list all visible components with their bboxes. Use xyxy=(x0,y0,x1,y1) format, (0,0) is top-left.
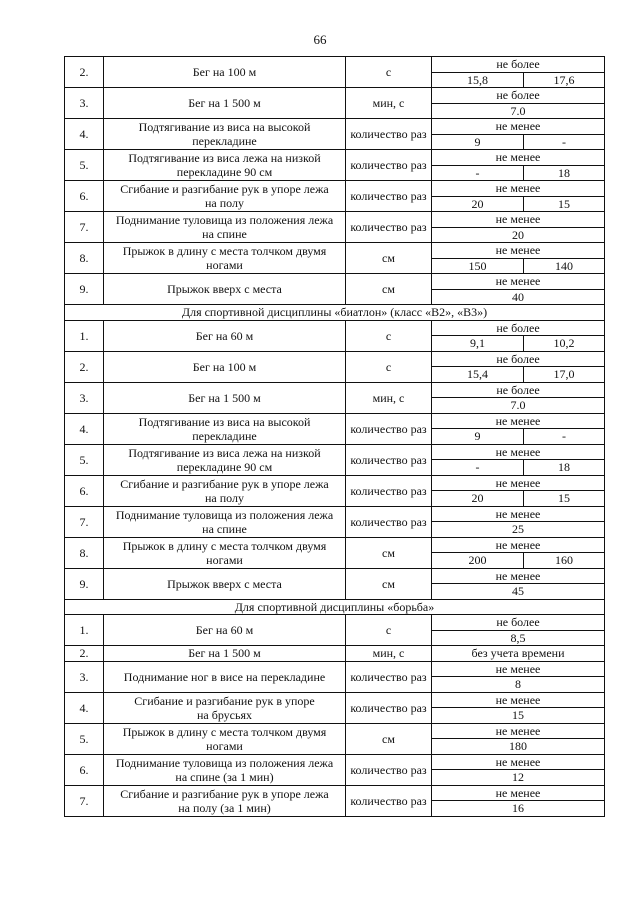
row-number: 7. xyxy=(65,506,104,537)
exercise-line: на спине (за 1 мин) xyxy=(175,769,274,784)
exercise-name xyxy=(104,413,346,444)
value-girls: 18 xyxy=(524,165,605,181)
unit-cell: см xyxy=(346,568,432,599)
value-all: 25 xyxy=(432,522,605,538)
unit-cell: с xyxy=(346,320,432,351)
table-row xyxy=(65,568,605,584)
exercise-name xyxy=(104,785,346,816)
table-row xyxy=(65,274,605,290)
exercise-line: перекладине 90 см xyxy=(176,459,273,474)
row-number: 2. xyxy=(65,351,104,382)
row-number: 4. xyxy=(65,692,104,723)
exercise-name xyxy=(104,444,346,475)
unit-cell: количество раз xyxy=(346,181,432,212)
condition-label: не более xyxy=(432,351,605,367)
row-number: 9. xyxy=(65,274,104,305)
unit-cell: количество раз xyxy=(346,475,432,506)
exercise-line: Бег на 60 м xyxy=(195,623,254,637)
value-all: 15 xyxy=(432,708,605,724)
row-number: 8. xyxy=(65,537,104,568)
exercise-line: Поднимание туловища из положения лежа xyxy=(115,755,334,770)
exercise-line: перекладине xyxy=(192,134,257,148)
value-all: 7.0 xyxy=(432,398,605,414)
unit-cell: см xyxy=(346,723,432,754)
table-row xyxy=(65,382,605,398)
table-row xyxy=(65,57,605,73)
table-row xyxy=(65,351,605,367)
unit-cell: с xyxy=(346,57,432,88)
condition-label: не менее xyxy=(432,243,605,259)
unit-cell: мин, с xyxy=(346,646,432,662)
unit-cell: количество раз xyxy=(346,212,432,243)
value-all: 45 xyxy=(432,584,605,600)
row-number: 5. xyxy=(65,444,104,475)
exercise-line: ногами xyxy=(206,552,243,567)
unit-cell: мин, с xyxy=(346,382,432,413)
value-girls: 15 xyxy=(524,491,605,507)
row-number: 6. xyxy=(65,754,104,785)
exercise-name xyxy=(104,506,346,537)
exercise-name xyxy=(104,212,346,243)
table-row xyxy=(65,785,605,801)
condition-label: не менее xyxy=(432,444,605,460)
unit-cell: количество раз xyxy=(346,692,432,723)
table-row xyxy=(65,506,605,522)
condition-label: не менее xyxy=(432,723,605,739)
value-boys: 200 xyxy=(432,553,524,569)
exercise-line: на спине xyxy=(202,227,247,241)
page-number: 66 xyxy=(313,32,327,47)
value-boys: - xyxy=(432,460,524,476)
exercise-name xyxy=(104,615,346,646)
table-row xyxy=(65,150,605,166)
condition-label: не менее xyxy=(432,785,605,801)
exercise-name xyxy=(104,88,346,119)
exercise-name xyxy=(104,351,346,382)
exercise-name xyxy=(104,646,346,662)
exercise-line: Сгибание и разгибание рук в упоре лежа xyxy=(120,182,329,196)
value-boys: 20 xyxy=(432,491,524,507)
value-girls: 17,6 xyxy=(524,72,605,88)
exercise-name xyxy=(104,661,346,692)
unit-cell: с xyxy=(346,615,432,646)
exercise-name xyxy=(104,57,346,88)
value-all: 7.0 xyxy=(432,103,605,119)
value-boys: 9 xyxy=(432,134,524,150)
exercise-line: Прыжок в длину с места толчком двумя xyxy=(122,724,327,739)
exercise-line: Прыжок в длину с места толчком двумя xyxy=(122,538,327,553)
exercise-line: Бег на 100 м xyxy=(192,359,257,374)
row-number: 2. xyxy=(65,646,104,662)
unit-cell: количество раз xyxy=(346,119,432,150)
value-boys: 9 xyxy=(432,429,524,445)
value-all: 180 xyxy=(432,739,605,755)
section-header: Для спортивной дисциплины «биатлон» (класс «В2», «В3») xyxy=(65,305,605,321)
row-number: 7. xyxy=(65,785,104,816)
row-number: 1. xyxy=(65,615,104,646)
unit-cell: количество раз xyxy=(346,413,432,444)
exercise-line: на полу xyxy=(205,490,244,505)
condition-label: не менее xyxy=(432,413,605,429)
value-boys: 20 xyxy=(432,196,524,212)
exercise-line: Сгибание и разгибание рук в упоре лежа xyxy=(120,786,329,801)
table-row xyxy=(65,243,605,259)
section-header-row xyxy=(65,599,605,615)
exercise-line: ногами xyxy=(206,258,243,272)
table-row xyxy=(65,723,605,739)
value-girls: 18 xyxy=(524,460,605,476)
section-header-row xyxy=(65,305,605,321)
value-girls: 15 xyxy=(524,196,605,212)
exercise-line: на брусьях xyxy=(196,707,252,722)
unit-cell: количество раз xyxy=(346,444,432,475)
condition-label: не более xyxy=(432,57,605,73)
row-number: 3. xyxy=(65,661,104,692)
exercise-line: перекладине 90 см xyxy=(176,165,273,179)
value-all: 40 xyxy=(432,289,605,305)
unit-cell: см xyxy=(346,274,432,305)
exercise-name xyxy=(104,119,346,150)
exercise-line: перекладине xyxy=(192,428,257,443)
exercise-name xyxy=(104,475,346,506)
exercise-line: Бег на 1 500 м xyxy=(188,96,261,110)
condition-label: не менее xyxy=(432,754,605,770)
exercise-line: Бег на 1 500 м xyxy=(188,646,261,661)
exercise-line: на спине xyxy=(202,521,247,536)
value-boys: 15,4 xyxy=(432,367,524,383)
unit-cell: с xyxy=(346,351,432,382)
unit-cell: количество раз xyxy=(346,661,432,692)
row-number: 3. xyxy=(65,382,104,413)
table-row xyxy=(65,181,605,197)
unit-cell: см xyxy=(346,243,432,274)
table-row xyxy=(65,413,605,429)
exercise-name xyxy=(104,274,346,305)
unit-cell: количество раз xyxy=(346,150,432,181)
row-number: 7. xyxy=(65,212,104,243)
value-girls: 10,2 xyxy=(524,336,605,352)
row-number: 5. xyxy=(65,150,104,181)
standard-value: без учета времени xyxy=(432,646,605,662)
row-number: 4. xyxy=(65,413,104,444)
exercise-line: на полу xyxy=(205,196,244,210)
table-row xyxy=(65,320,605,336)
row-number: 6. xyxy=(65,475,104,506)
exercise-line: Поднимание ног в висе на перекладине xyxy=(123,669,326,684)
table-row xyxy=(65,754,605,770)
row-number: 6. xyxy=(65,181,104,212)
condition-label: не менее xyxy=(432,475,605,491)
table-row xyxy=(65,692,605,708)
unit-cell: мин, с xyxy=(346,88,432,119)
condition-label: не более xyxy=(432,320,605,336)
row-number: 4. xyxy=(65,119,104,150)
exercise-line: Бег на 100 м xyxy=(192,65,257,79)
value-all: 12 xyxy=(432,770,605,786)
exercise-line: Бег на 60 м xyxy=(195,328,254,343)
value-girls: - xyxy=(524,429,605,445)
condition-label: не менее xyxy=(432,506,605,522)
condition-label: не менее xyxy=(432,150,605,166)
value-all: 16 xyxy=(432,801,605,817)
exercise-line: Прыжок в длину с места толчком двумя xyxy=(122,244,327,258)
unit-cell: количество раз xyxy=(346,506,432,537)
unit-cell: см xyxy=(346,537,432,568)
exercise-line: Прыжок вверх с места xyxy=(167,576,282,591)
condition-label: не менее xyxy=(432,661,605,677)
exercise-line: Подтягивание из виса лежа на низкой xyxy=(128,151,321,165)
exercise-line: Поднимание туловища из положения лежа xyxy=(115,507,334,522)
value-girls: 17,0 xyxy=(524,367,605,383)
exercise-line: ногами xyxy=(206,738,243,753)
unit-cell: количество раз xyxy=(346,785,432,816)
standards-table xyxy=(64,56,605,817)
exercise-line: Поднимание туловища из положения лежа xyxy=(115,213,334,227)
row-number: 9. xyxy=(65,568,104,599)
exercise-name xyxy=(104,537,346,568)
value-boys: - xyxy=(432,165,524,181)
value-girls: 140 xyxy=(524,258,605,274)
unit-cell: количество раз xyxy=(346,754,432,785)
exercise-name xyxy=(104,692,346,723)
table-row xyxy=(65,615,605,631)
exercise-name xyxy=(104,568,346,599)
table-row xyxy=(65,646,605,662)
exercise-name xyxy=(104,320,346,351)
value-boys: 15,8 xyxy=(432,72,524,88)
table-row xyxy=(65,444,605,460)
row-number: 3. xyxy=(65,88,104,119)
row-number: 8. xyxy=(65,243,104,274)
exercise-line: Подтягивание из виса на высокой xyxy=(138,414,311,429)
exercise-name xyxy=(104,754,346,785)
value-all: 8 xyxy=(432,677,605,693)
exercise-line: Подтягивание из виса лежа на низкой xyxy=(128,445,321,460)
exercise-name xyxy=(104,243,346,274)
value-all: 20 xyxy=(432,227,605,243)
section-header: Для спортивной дисциплины «борьба» xyxy=(65,599,605,615)
table-row xyxy=(65,661,605,677)
condition-label: не менее xyxy=(432,212,605,228)
exercise-name xyxy=(104,382,346,413)
value-girls: - xyxy=(524,134,605,150)
condition-label: не менее xyxy=(432,181,605,197)
exercise-line: на полу (за 1 мин) xyxy=(178,800,271,815)
value-girls: 160 xyxy=(524,553,605,569)
exercise-name xyxy=(104,150,346,181)
exercise-line: Сгибание и разгибание рук в упоре xyxy=(134,693,315,708)
exercise-line: Прыжок вверх с места xyxy=(167,282,282,296)
condition-label: не более xyxy=(432,382,605,398)
table-row xyxy=(65,119,605,135)
condition-label: не более xyxy=(432,615,605,631)
condition-label: не менее xyxy=(432,537,605,553)
exercise-line: Бег на 1 500 м xyxy=(188,390,261,405)
exercise-line: Сгибание и разгибание рук в упоре лежа xyxy=(120,476,329,491)
row-number: 1. xyxy=(65,320,104,351)
condition-label: не менее xyxy=(432,692,605,708)
exercise-line: Подтягивание из виса на высокой xyxy=(138,120,311,134)
row-number: 2. xyxy=(65,57,104,88)
value-all: 8,5 xyxy=(432,630,605,646)
condition-label: не менее xyxy=(432,568,605,584)
row-number: 5. xyxy=(65,723,104,754)
condition-label: не более xyxy=(432,88,605,104)
table-row xyxy=(65,212,605,228)
table-row xyxy=(65,537,605,553)
table-row xyxy=(65,88,605,104)
exercise-name xyxy=(104,723,346,754)
condition-label: не менее xyxy=(432,274,605,290)
table-row xyxy=(65,475,605,491)
value-boys: 9,1 xyxy=(432,336,524,352)
exercise-name xyxy=(104,181,346,212)
condition-label: не менее xyxy=(432,119,605,135)
value-boys: 150 xyxy=(432,258,524,274)
